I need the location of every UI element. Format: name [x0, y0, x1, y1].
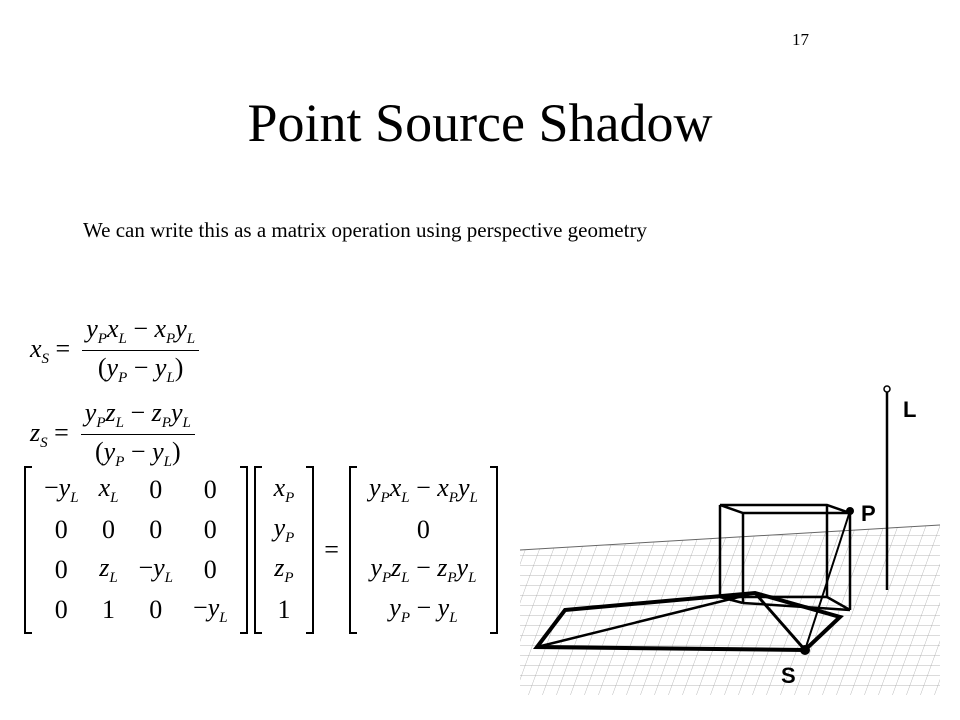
equation-xs-numerator: $y_Px_L - x_Py_L$	[82, 314, 199, 351]
matrix-equation	[24, 466, 498, 634]
equation-xs-fraction	[82, 314, 199, 387]
point-vector: $x_P$ $y_P$ $z_P$ 1	[254, 466, 315, 634]
equation-zs-fraction	[81, 398, 195, 471]
light-source	[884, 386, 890, 392]
equation-xs-lhs: $x_S$ =	[30, 333, 71, 367]
slide-number: 17	[792, 30, 809, 49]
label-light: L	[903, 397, 917, 422]
slide-subtitle: We can write this as a matrix operation using perspective geometry	[83, 218, 647, 242]
shadow-figure	[515, 385, 945, 710]
result-vector: $y_Px_L - x_Py_L$ 0 $y_Pz_L - z_Py_L$ $y_P - y_L$	[349, 466, 498, 634]
point-s-marker	[800, 645, 810, 655]
equation-zs	[30, 398, 195, 471]
equation-zs-lhs: $z_S$ =	[30, 417, 69, 451]
equation-xs	[30, 314, 199, 387]
equals-sign: =	[324, 535, 339, 564]
label-point: P	[861, 501, 876, 526]
equation-zs-numerator: $y_Pz_L - z_Py_L$	[81, 398, 195, 435]
equation-zs-denominator: $(y_P - y_L)$	[95, 437, 181, 470]
shadow-matrix: $-y_L$ $x_L$ 0 0 0 0 0 0 0 $z_L$ $-y_L$ 0 0 1 0 $-y_L$	[24, 466, 248, 634]
label-shadow: S	[781, 663, 796, 688]
slide-title: Point Source Shadow	[247, 93, 713, 153]
equation-xs-denominator: $(y_P - y_L)$	[97, 353, 184, 386]
